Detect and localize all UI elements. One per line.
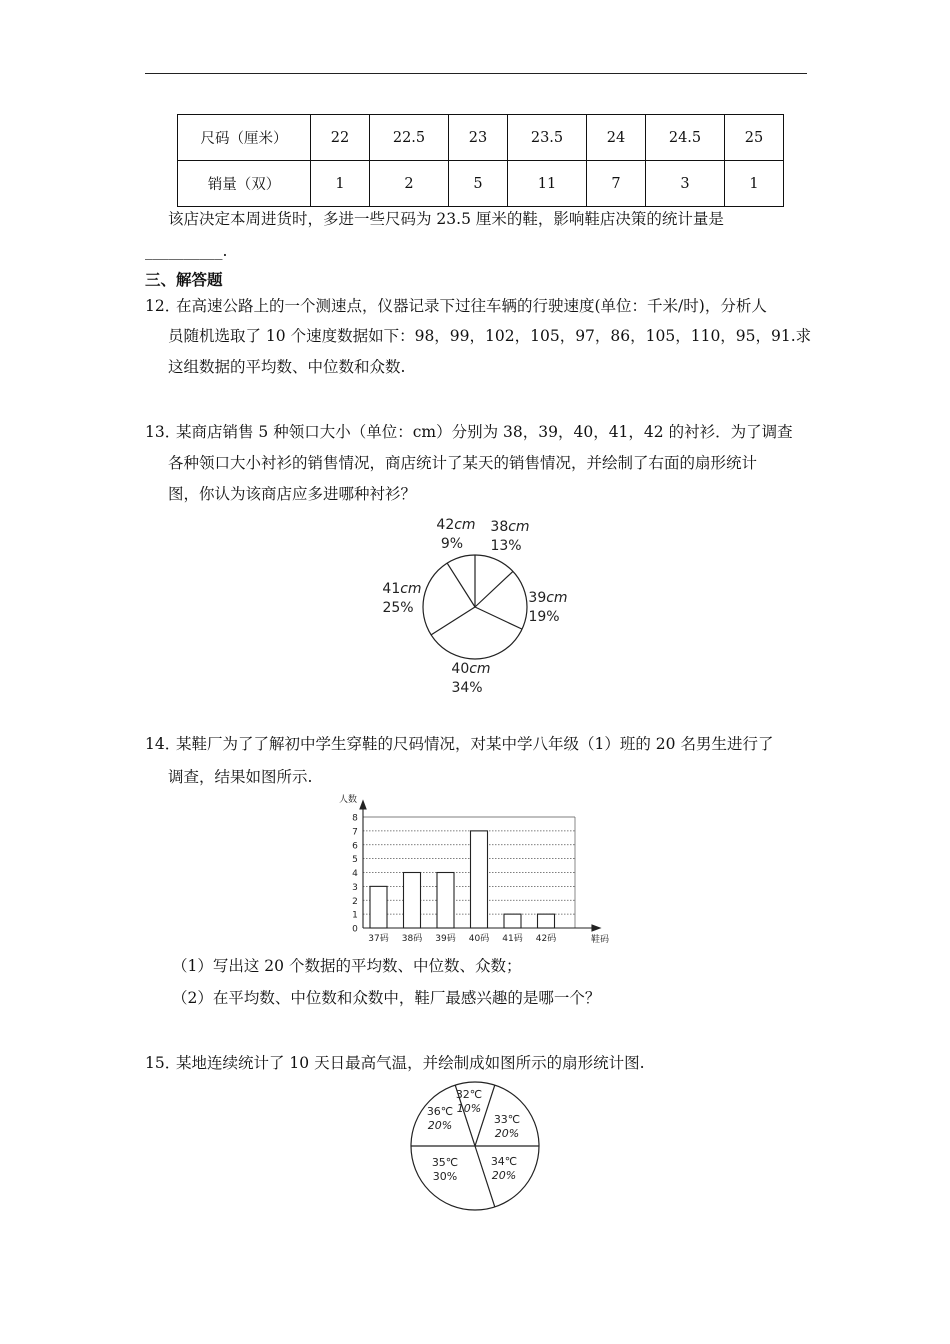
size-cell: 25: [725, 115, 784, 161]
q14-number: 14．: [145, 735, 181, 753]
q12-number: 12．: [145, 297, 181, 315]
y-tick-label: 6: [352, 841, 358, 852]
y-tick-label: 4: [352, 869, 358, 879]
slice-percent-41cm: 25%: [382, 600, 414, 616]
x-axis-title: 鞋码: [590, 935, 610, 945]
size-cell: 24.5: [646, 115, 725, 161]
pie-slice-40cm: [475, 607, 522, 629]
x-tick-label: 37码: [368, 934, 389, 944]
x-tick-label: 41码: [502, 934, 523, 944]
q11-text-line1: 该店决定本周进货时，多进一些尺码为 23.5 厘米的鞋，影响鞋店决策的统计量是: [168, 210, 724, 228]
q14-text-line1: 某鞋厂为了了解初中学生穿鞋的尺码情况，对某中学八年级（1）班的 20 名男生进行了: [176, 735, 774, 753]
q12-text-line2: 员随机选取了 10 个速度数据如下：98，99，102，105，97，86，105，110，95，91.求: [168, 327, 812, 345]
header-rule: [145, 73, 807, 74]
sales-cell: 5: [449, 161, 508, 207]
collar-pie-chart: [360, 510, 590, 705]
size-cell: 24: [587, 115, 646, 161]
bar-37码: [370, 886, 387, 928]
q13-text-line1: 某商店销售 5 种领口大小（单位：cm）分别为 38，39，40，41，42 的衬衫．为了调查: [176, 423, 793, 441]
slice-percent-35℃: 30%: [432, 1170, 458, 1183]
x-tick-label: 39码: [435, 934, 456, 944]
pie-slice-42cm: [447, 563, 475, 607]
row-header-size: 尺码（厘米）: [178, 115, 311, 161]
slice-percent-33℃: 20%: [494, 1127, 520, 1140]
slice-label-38cm: 38cm: [490, 519, 530, 535]
q12-text-line3: 这组数据的平均数、中位数和众数.: [168, 358, 406, 376]
pie-slice-39cm: [475, 571, 513, 607]
bar-39码: [437, 873, 454, 929]
y-axis-title: 人数: [338, 795, 358, 805]
slice-label-32℃: 32℃: [455, 1088, 483, 1101]
sales-cell: 2: [370, 161, 449, 207]
slice-label-40cm: 40cm: [451, 661, 491, 677]
section-title: 三、解答题: [145, 270, 223, 289]
q15-text-line1: 某地连续统计了 10 天日最高气温，并绘制成如图所示的扇形统计图.: [176, 1054, 645, 1072]
bar-40码: [471, 831, 488, 928]
slice-label-35℃: 35℃: [431, 1156, 459, 1169]
slice-percent-36℃: 20%: [427, 1119, 453, 1132]
q13-text-line2: 各种领口大小衬衫的销售情况，商店统计了某天的销售情况，并绘制了右面的扇形统计: [168, 454, 758, 472]
slice-label-42cm: 42cm: [436, 517, 476, 533]
slice-percent-40cm: 34%: [451, 680, 483, 696]
q14-text-line2: 调查，结果如图所示.: [168, 768, 313, 786]
slice-label-36℃: 36℃: [426, 1105, 454, 1118]
y-axis-arrow: [360, 801, 366, 809]
pie-slice-41cm: [431, 607, 475, 635]
sales-cell: 7: [587, 161, 646, 207]
table-row: [178, 115, 784, 161]
table-row: [178, 161, 784, 207]
size-sales-table: [177, 114, 784, 207]
slice-percent-32℃: 10%: [456, 1102, 482, 1115]
size-cell: 22: [311, 115, 370, 161]
y-tick-label: 7: [352, 827, 358, 838]
q11-answer-blank: __________.: [145, 242, 228, 260]
size-cell: 22.5: [370, 115, 449, 161]
shoe-size-bar-chart: [330, 790, 620, 950]
sales-cell: 11: [508, 161, 587, 207]
slice-percent-38cm: 13%: [490, 538, 522, 554]
x-axis-arrow: [592, 925, 600, 931]
slice-label-41cm: 41cm: [382, 581, 422, 597]
x-tick-label: 40码: [468, 934, 490, 944]
y-tick-label: 3: [352, 882, 358, 893]
x-tick-label: 42码: [535, 934, 557, 944]
q15-number: 15．: [145, 1054, 181, 1072]
sales-cell: 1: [311, 161, 370, 207]
y-tick-label: 8: [352, 813, 358, 824]
q14-sub2: （2）在平均数、中位数和众数中，鞋厂最感兴趣的是哪一个？: [172, 989, 601, 1007]
bar-41码: [504, 914, 521, 928]
bar-38码: [404, 873, 421, 929]
q13-number: 13．: [145, 423, 181, 441]
temperature-pie-chart: [400, 1075, 550, 1220]
y-tick-label: 2: [352, 896, 358, 907]
y-tick-label: 0: [352, 924, 358, 935]
size-cell: 23: [449, 115, 508, 161]
slice-label-39cm: 39cm: [528, 590, 568, 606]
slice-percent-39cm: 19%: [528, 609, 560, 625]
slice-percent-34℃: 20%: [491, 1169, 517, 1182]
q13-text-line3: 图，你认为该商店应多进哪种衬衫？: [168, 485, 417, 503]
sales-cell: 3: [646, 161, 725, 207]
size-cell: 23.5: [508, 115, 587, 161]
slice-label-34℃: 34℃: [490, 1155, 518, 1168]
q14-sub1: （1）写出这 20 个数据的平均数、中位数、众数；: [172, 957, 522, 975]
y-tick-label: 5: [352, 855, 358, 866]
q12-text-line1: 在高速公路上的一个测速点，仪器记录下过往车辆的行驶速度(单位：千米/时)，分析人: [176, 297, 767, 315]
slice-percent-42cm: 9%: [440, 536, 464, 552]
row-header-sales: 销量（双）: [178, 161, 311, 207]
y-tick-label: 1: [352, 910, 358, 921]
x-tick-label: 38码: [401, 934, 423, 944]
sales-cell: 1: [725, 161, 784, 207]
bar-42码: [538, 914, 555, 928]
slice-label-33℃: 33℃: [493, 1113, 521, 1126]
